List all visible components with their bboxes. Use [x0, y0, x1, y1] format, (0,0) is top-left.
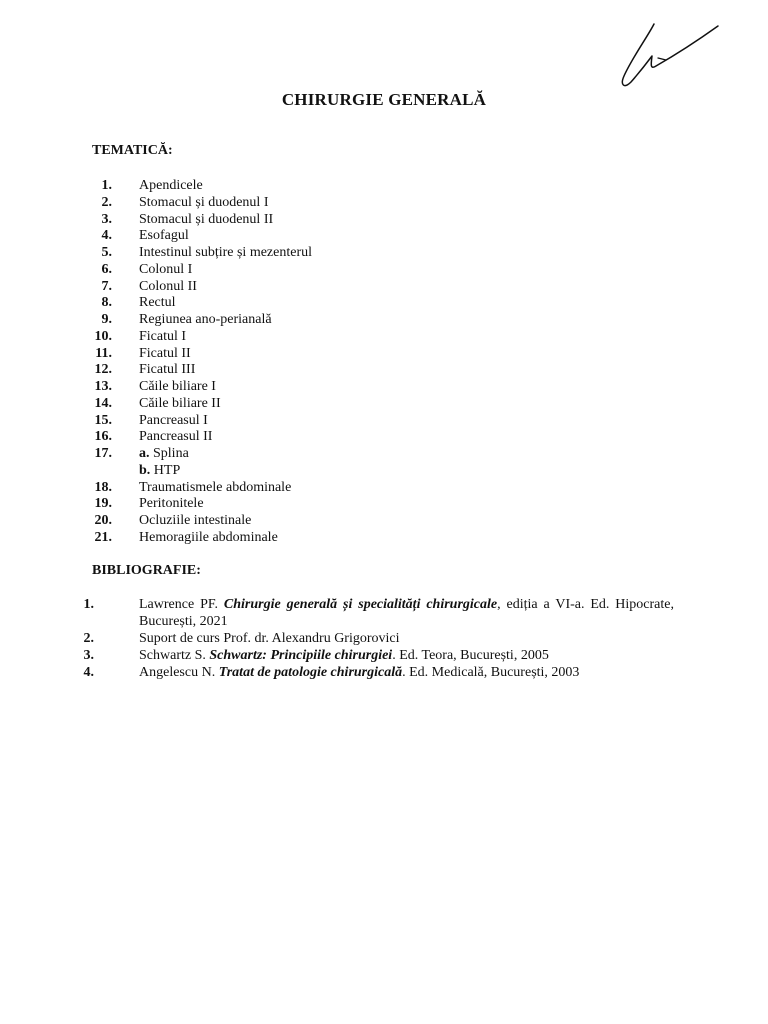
item-text: Căile biliare II [139, 395, 221, 411]
item-number: 4. [83, 665, 94, 680]
list-item [92, 329, 692, 346]
list-item [92, 228, 692, 245]
bib-author: Suport de curs Prof. dr. Alexandru Grigorovici [139, 631, 400, 646]
list-item [92, 195, 692, 212]
item-text: Colonul I [139, 261, 193, 277]
bibliography-item [83, 630, 674, 647]
item-number: 17. [94, 446, 112, 461]
sub-item-letter: b. [139, 462, 151, 478]
list-item [92, 245, 692, 262]
list-item [92, 379, 692, 396]
bibliografie-heading: BIBLIOGRAFIE: [92, 563, 201, 578]
item-text: Pancreasul II [139, 429, 213, 445]
document-title: CHIRURGIE GENERALĂ [281, 90, 487, 109]
list-item [92, 480, 692, 497]
item-text: Ficatul III [139, 362, 196, 378]
item-number: 3. [83, 648, 94, 663]
item-number: 2. [83, 631, 94, 646]
list-item [92, 413, 692, 430]
handwritten-signature [618, 22, 722, 92]
list-item [92, 496, 692, 513]
item-text: Traumatismele abdominale [139, 479, 292, 495]
bibliography-list [83, 596, 674, 681]
item-text: Intestinul subțire și mezenterul [139, 245, 313, 260]
bib-title: Tratat de patologie chirurgicală [218, 665, 403, 680]
item-text: Stomacul și duodenul I [139, 194, 269, 210]
item-number: 19. [94, 496, 112, 512]
item-number: 13. [94, 379, 112, 394]
item-number: 4. [101, 228, 112, 244]
list-item [92, 279, 692, 296]
item-text: Apendicele [139, 178, 203, 193]
item-number: 7. [101, 278, 112, 294]
list-item [92, 362, 692, 379]
bib-author: Lawrence PF. [139, 597, 219, 612]
item-text: Colonul II [139, 278, 197, 294]
item-number: 11. [95, 345, 112, 361]
list-item [92, 530, 692, 547]
item-number: 16. [94, 429, 112, 445]
bib-author: Schwartz S. [139, 648, 206, 663]
bibliography-item [83, 664, 674, 681]
item-text: Pancreasul I [139, 412, 208, 428]
item-number: 15. [94, 412, 112, 428]
list-item [92, 312, 692, 329]
item-number: 14. [94, 395, 112, 411]
item-number: 5. [101, 245, 112, 260]
bib-details: , ediția a VI-a. Ed. Hipocrate, București, 2021 [139, 597, 674, 629]
item-text: Ficatul I [139, 328, 187, 344]
item-text: Peritonitele [139, 496, 204, 512]
item-number: 1. [83, 597, 94, 612]
bib-details: . Ed. Medicală, București, 2003 [402, 665, 580, 680]
bibliography-item [83, 596, 674, 630]
item-number: 2. [101, 194, 112, 210]
item-text: Splina [153, 446, 189, 461]
list-item [92, 212, 692, 229]
bib-details: . Ed. Teora, București, 2005 [392, 648, 549, 663]
topic-list [92, 178, 692, 547]
bib-author: Angelescu N. [139, 665, 216, 680]
item-number: 3. [101, 211, 112, 227]
bibliography-item [83, 647, 674, 664]
tematica-heading: TEMATICĂ: [92, 143, 173, 158]
sub-item-letter: a. [139, 446, 150, 461]
list-item [92, 396, 692, 413]
item-text: Stomacul și duodenul II [139, 211, 274, 227]
list-item [92, 178, 692, 195]
item-number: 10. [94, 328, 112, 344]
list-item [92, 346, 692, 363]
list-item [92, 463, 692, 480]
item-number: 9. [101, 312, 112, 327]
item-number: 12. [94, 362, 112, 378]
bib-title: Schwartz: Principiile chirurgiei [209, 648, 393, 663]
item-text: Ocluziile intestinale [139, 513, 252, 528]
item-number: 6. [101, 261, 112, 277]
list-item [92, 446, 692, 463]
item-text: HTP [153, 462, 181, 478]
item-text: Esofagul [139, 228, 189, 244]
item-text: Căile biliare I [139, 379, 216, 394]
list-item [92, 513, 692, 530]
list-item [92, 262, 692, 279]
item-number: 8. [101, 295, 112, 311]
item-number: 21. [94, 529, 112, 545]
item-number: 1. [101, 178, 112, 193]
bib-title: Chirurgie generală și specialități chirurgicale [223, 597, 498, 612]
item-number: 18. [94, 479, 112, 495]
item-text: Ficatul II [139, 345, 191, 361]
item-number: 20. [94, 513, 112, 528]
item-text: Hemoragiile abdominale [139, 529, 278, 545]
item-text: Regiunea ano-perianală [139, 312, 272, 327]
list-item [92, 429, 692, 446]
list-item [92, 295, 692, 312]
item-text: Rectul [139, 295, 176, 311]
